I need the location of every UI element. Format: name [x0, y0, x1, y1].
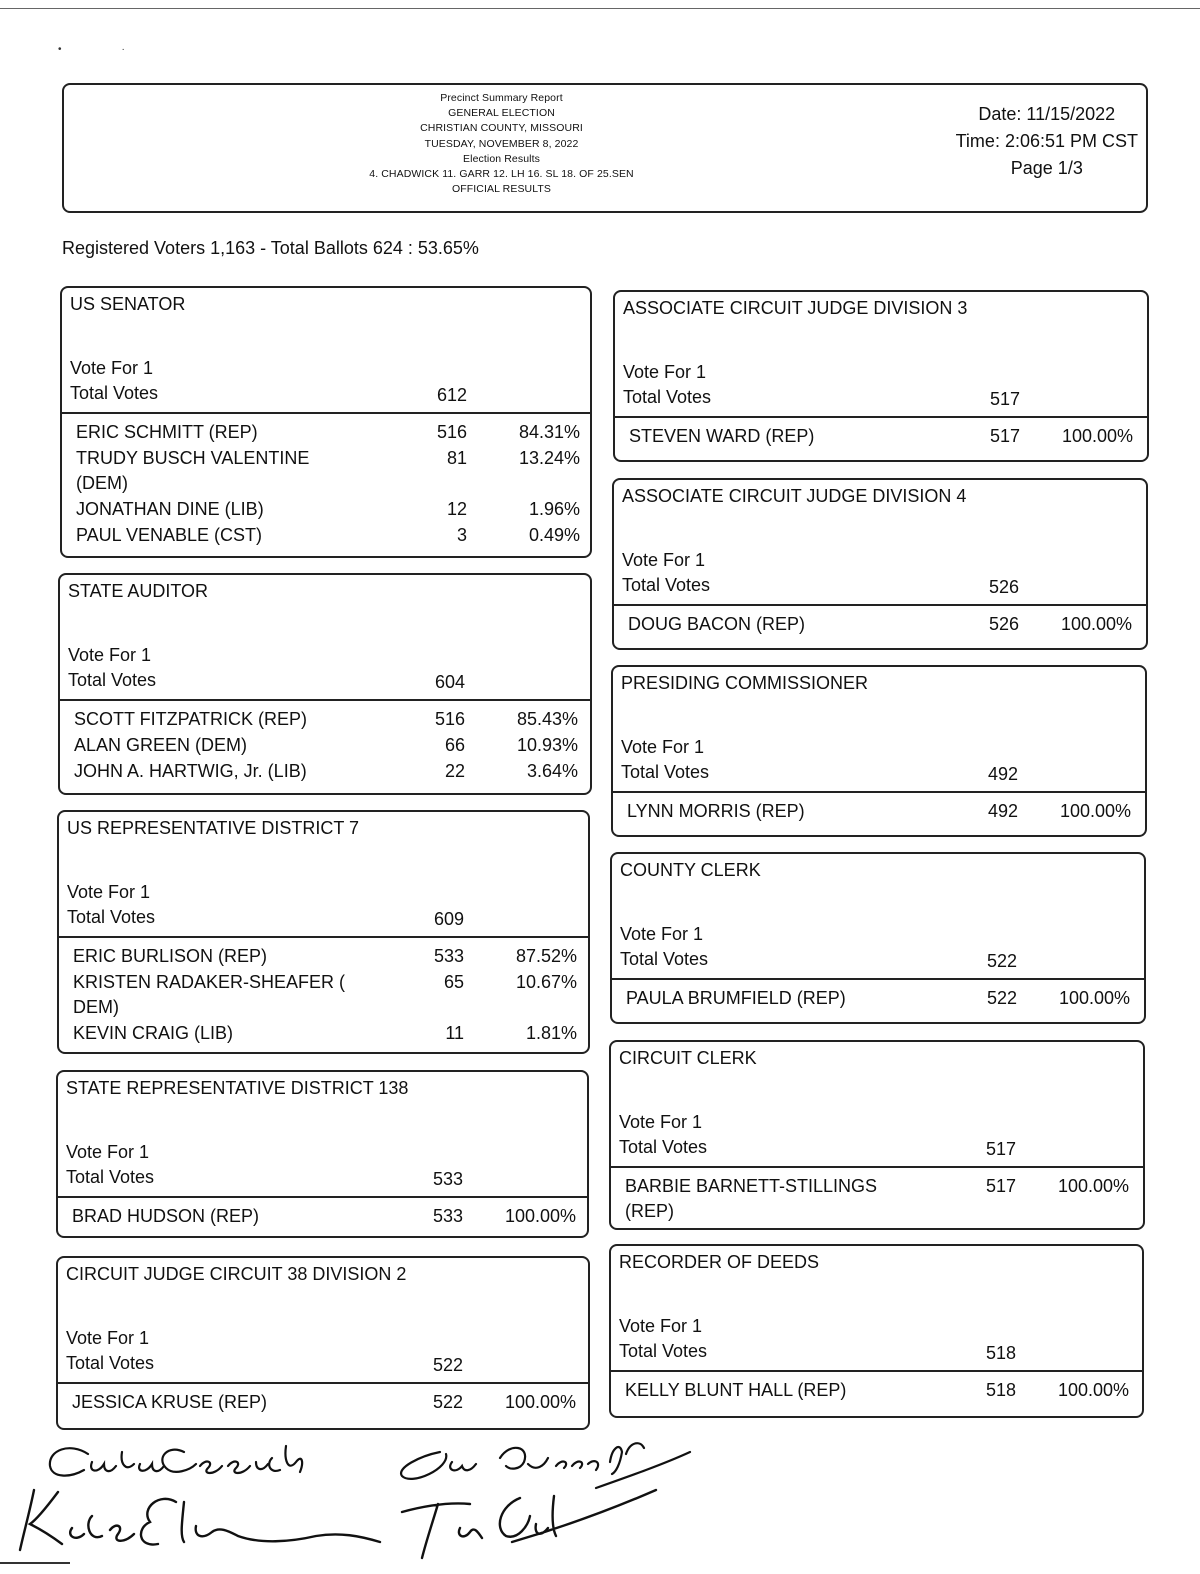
race-title: US SENATOR — [70, 294, 186, 314]
total-votes-label: Total Votes — [619, 1137, 708, 1157]
candidate-name: ERIC BURLISON (REP) — [73, 946, 268, 966]
race-divider — [60, 699, 590, 701]
total-votes-label: Total Votes — [66, 1353, 155, 1373]
vote-for-label: Vote For 1 — [622, 550, 706, 570]
race-divider — [58, 1196, 587, 1198]
signature-carla-essick — [50, 1446, 302, 1476]
scan-specks: • · — [58, 44, 125, 55]
candidate-percent: 3.64% — [526, 761, 578, 781]
race-title: CIRCUIT CLERK — [619, 1048, 757, 1068]
race-divider — [615, 416, 1147, 418]
candidate-votes: 65 — [443, 972, 464, 992]
vote-for-label: Vote For 1 — [66, 1142, 150, 1162]
report-meta — [956, 101, 1138, 182]
race-box-us-representative-district-7 — [57, 810, 590, 1054]
total-votes-value: 522 — [986, 951, 1017, 971]
signature-kelsea-eden — [20, 1490, 380, 1550]
candidate-percent: 13.24% — [518, 448, 580, 468]
total-votes-value: 604 — [434, 672, 465, 692]
race-box-county-clerk — [610, 852, 1146, 1024]
precinct-list: 4. CHADWICK 11. GARR 12. LH 16. SL 18. OF 25.SEN — [369, 168, 634, 181]
candidate-votes: 516 — [434, 709, 465, 729]
race-title: PRESIDING COMMISSIONER — [621, 673, 869, 693]
candidate-name: ALAN GREEN (DEM) — [74, 735, 248, 755]
race-box-circuit-judge-circuit-38-division-2 — [56, 1256, 590, 1430]
candidate-votes: 518 — [985, 1380, 1016, 1400]
total-votes-value: 517 — [985, 1139, 1016, 1159]
candidate-name: JOHN A. HARTWIG, Jr. (LIB) — [74, 761, 307, 781]
candidate-votes: 66 — [444, 735, 465, 755]
report-time: Time: 2:06:51 PM CST — [955, 131, 1138, 151]
total-votes-value: 533 — [432, 1169, 463, 1189]
candidate-percent: 10.67% — [515, 972, 577, 992]
header-title-block — [314, 91, 689, 197]
total-votes-value: 518 — [985, 1343, 1016, 1363]
vote-for-label: Vote For 1 — [68, 645, 152, 665]
race-title: STATE AUDITOR — [68, 581, 209, 601]
total-votes-label: Total Votes — [67, 907, 156, 927]
candidate-votes: 522 — [986, 988, 1017, 1008]
race-divider — [611, 1166, 1143, 1168]
candidate-percent: 85.43% — [516, 709, 578, 729]
page-number: Page 1/3 — [1010, 158, 1083, 178]
candidate-percent: 100.00% — [504, 1206, 576, 1226]
candidate-percent: 84.31% — [518, 422, 580, 442]
county-name: CHRISTIAN COUNTY, MISSOURI — [420, 122, 583, 135]
candidate-votes: 516 — [436, 422, 467, 442]
total-votes-value: 492 — [987, 764, 1018, 784]
total-votes-value: 517 — [989, 389, 1020, 409]
candidate-votes: 517 — [989, 426, 1020, 446]
candidate-votes: 11 — [445, 1023, 464, 1043]
vote-for-label: Vote For 1 — [619, 1316, 703, 1336]
report-title: Precinct Summary Report — [440, 92, 563, 104]
candidate-votes: 12 — [446, 499, 467, 519]
vote-for-label: Vote For 1 — [621, 737, 705, 757]
candidate-name: ERIC SCHMITT (REP) — [76, 422, 258, 442]
candidate-percent: 100.00% — [1059, 801, 1131, 821]
race-title: US REPRESENTATIVE DISTRICT 7 — [67, 818, 360, 838]
total-votes-label: Total Votes — [622, 575, 711, 595]
race-divider — [614, 604, 1146, 606]
candidate-percent: 100.00% — [1057, 1176, 1129, 1196]
candidate-votes: 522 — [432, 1392, 463, 1412]
race-title: CIRCUIT JUDGE CIRCUIT 38 DIVISION 2 — [66, 1264, 407, 1284]
scan-edge-mark — [0, 1562, 70, 1564]
report-date: Date: 11/15/2022 — [978, 104, 1116, 124]
vote-for-label: Vote For 1 — [66, 1328, 150, 1348]
candidate-votes: 533 — [433, 946, 464, 966]
election-name: GENERAL ELECTION — [448, 107, 555, 120]
report-header — [62, 83, 1148, 213]
candidate-percent: 87.52% — [515, 946, 577, 966]
results-label: Election Results — [463, 152, 540, 165]
total-votes-label: Total Votes — [70, 383, 159, 403]
candidate-votes: 526 — [988, 614, 1019, 634]
total-votes-value: 609 — [433, 909, 464, 929]
race-box-us-senator — [60, 286, 592, 558]
candidate-votes: 81 — [446, 448, 467, 468]
candidate-name: TRUDY BUSCH VALENTINE (DEM) — [76, 448, 310, 493]
race-divider — [613, 791, 1145, 793]
scan-edge-line — [0, 8, 1200, 9]
candidate-votes: 3 — [456, 525, 467, 545]
turnout-summary: Registered Voters 1,163 - Total Ballots 624 : 53.65% — [62, 238, 479, 258]
race-box-presiding-commissioner — [611, 665, 1147, 837]
total-votes-label: Total Votes — [619, 1341, 708, 1361]
race-box-state-auditor — [58, 573, 592, 795]
candidate-name: PAULA BRUMFIELD (REP) — [626, 988, 846, 1008]
candidate-name: DOUG BACON (REP) — [628, 614, 806, 634]
candidate-name: LYNN MORRIS (REP) — [627, 801, 805, 821]
candidate-votes: 492 — [987, 801, 1018, 821]
total-votes-label: Total Votes — [620, 949, 709, 969]
candidate-name: STEVEN WARD (REP) — [629, 426, 815, 446]
candidate-percent: 100.00% — [504, 1392, 576, 1412]
candidate-name: KELLY BLUNT HALL (REP) — [625, 1380, 847, 1400]
vote-for-label: Vote For 1 — [623, 362, 707, 382]
candidate-percent: 100.00% — [1058, 988, 1130, 1008]
candidate-name: KRISTEN RADAKER-SHEAFER ( DEM) — [73, 972, 346, 1017]
signature-tom-grub — [402, 1490, 656, 1558]
candidate-percent: 0.49% — [528, 525, 580, 545]
official-label: OFFICIAL RESULTS — [451, 183, 552, 196]
race-title: COUNTY CLERK — [620, 860, 761, 880]
total-votes-label: Total Votes — [623, 387, 712, 407]
race-divider — [611, 1370, 1142, 1372]
race-divider — [612, 978, 1144, 980]
candidate-name: JESSICA KRUSE (REP) — [72, 1392, 268, 1412]
race-title: STATE REPRESENTATIVE DISTRICT 138 — [66, 1078, 409, 1098]
candidate-name: BRAD HUDSON (REP) — [72, 1206, 260, 1226]
candidate-votes: 22 — [444, 761, 465, 781]
candidate-percent: 100.00% — [1060, 614, 1132, 634]
election-date: TUESDAY, NOVEMBER 8, 2022 — [424, 137, 579, 150]
signatures — [0, 1432, 720, 1574]
candidate-name: PAUL VENABLE (CST) — [76, 525, 263, 545]
total-votes-label: Total Votes — [621, 762, 710, 782]
total-votes-label: Total Votes — [68, 670, 157, 690]
total-votes-value: 612 — [436, 385, 467, 405]
race-divider — [58, 1382, 588, 1384]
candidate-percent: 100.00% — [1061, 426, 1133, 446]
total-votes-value: 522 — [432, 1355, 463, 1375]
candidate-name: JONATHAN DINE (LIB) — [76, 499, 264, 519]
race-box-associate-circuit-judge-division-3 — [613, 290, 1149, 462]
race-title: ASSOCIATE CIRCUIT JUDGE DIVISION 3 — [623, 298, 968, 318]
race-box-state-representative-district-138 — [56, 1070, 589, 1238]
race-box-associate-circuit-judge-division-4 — [612, 478, 1148, 650]
race-title: RECORDER OF DEEDS — [619, 1252, 820, 1272]
candidate-votes: 533 — [432, 1206, 463, 1226]
race-divider — [59, 936, 588, 938]
total-votes-label: Total Votes — [66, 1167, 155, 1187]
candidate-name: KEVIN CRAIG (LIB) — [73, 1023, 234, 1043]
vote-for-label: Vote For 1 — [67, 882, 151, 902]
race-box-recorder-of-deeds — [609, 1244, 1144, 1418]
race-box-circuit-clerk — [609, 1040, 1145, 1230]
vote-for-label: Vote For 1 — [619, 1112, 703, 1132]
race-title: ASSOCIATE CIRCUIT JUDGE DIVISION 4 — [622, 486, 967, 506]
candidate-votes: 517 — [985, 1176, 1016, 1196]
total-votes-value: 526 — [988, 577, 1019, 597]
candidate-name: SCOTT FITZPATRICK (REP) — [74, 709, 307, 729]
vote-for-label: Vote For 1 — [70, 358, 154, 378]
candidate-percent: 100.00% — [1057, 1380, 1129, 1400]
candidate-percent: 10.93% — [516, 735, 578, 755]
vote-for-label: Vote For 1 — [620, 924, 704, 944]
candidate-percent: 1.81% — [525, 1023, 577, 1043]
signature-don-russell — [401, 1443, 690, 1488]
candidate-name: BARBIE BARNETT-STILLINGS (REP) — [625, 1176, 878, 1221]
candidate-percent: 1.96% — [528, 499, 580, 519]
race-divider — [62, 412, 590, 414]
